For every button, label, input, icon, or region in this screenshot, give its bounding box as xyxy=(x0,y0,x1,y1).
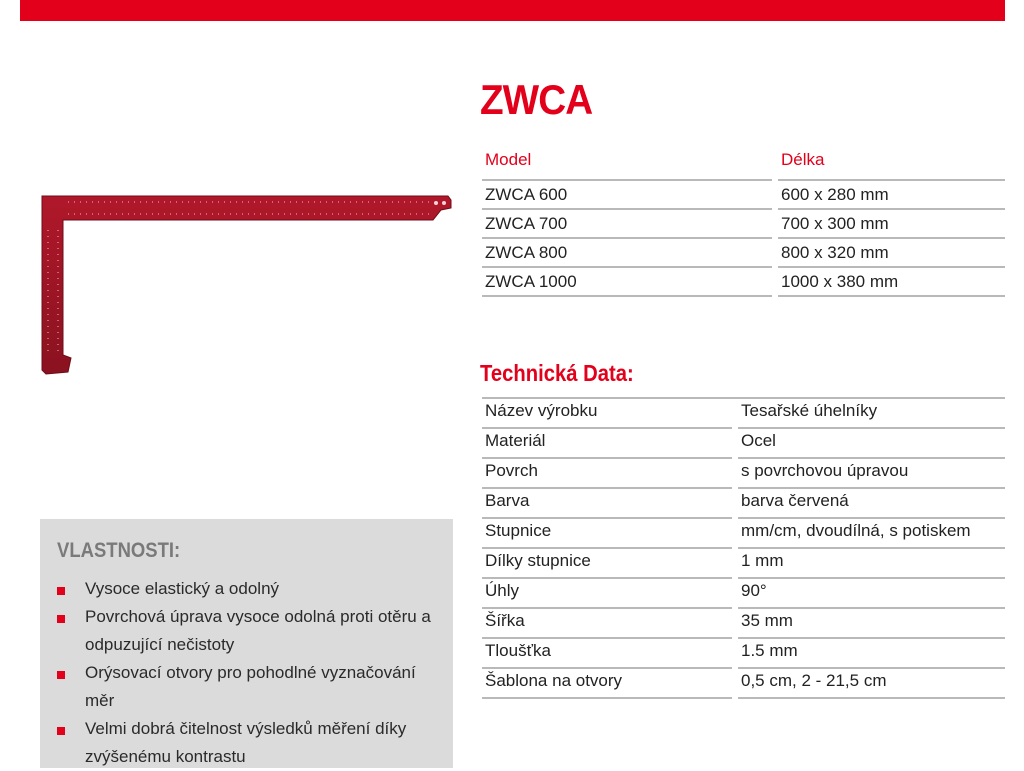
bullet-square-icon xyxy=(57,615,65,623)
property-cell: Barva xyxy=(482,489,732,519)
table-row xyxy=(482,399,1005,429)
length-cell: 700 x 300 mm xyxy=(778,210,1005,239)
value-cell: mm/cm, dvoudílná, s potiskem xyxy=(738,519,1005,549)
column-header-model: Model xyxy=(482,146,772,181)
value-cell: 90° xyxy=(738,579,1005,609)
table-row xyxy=(482,181,1005,210)
bullet-square-icon xyxy=(57,671,65,679)
list-item xyxy=(57,603,437,659)
table-row xyxy=(482,459,1005,489)
product-title: ZWCA xyxy=(480,76,593,123)
features-list xyxy=(57,575,437,771)
table-row xyxy=(482,210,1005,239)
table-row xyxy=(482,239,1005,268)
property-cell: Šablona na otvory xyxy=(482,669,732,699)
carpenter-square-image xyxy=(38,190,458,380)
feature-text: Orýsovací otvory pro pohodlné vyznačování měr xyxy=(85,663,416,710)
model-table xyxy=(482,146,1005,297)
property-cell: Materiál xyxy=(482,429,732,459)
table-row xyxy=(482,519,1005,549)
features-title: VLASTNOSTI: xyxy=(57,539,181,562)
length-cell: 1000 x 380 mm xyxy=(778,268,1005,297)
table-row xyxy=(482,549,1005,579)
value-cell: barva červená xyxy=(738,489,1005,519)
property-cell: Povrch xyxy=(482,459,732,489)
model-cell: ZWCA 600 xyxy=(482,181,772,210)
bullet-square-icon xyxy=(57,587,65,595)
property-cell: Stupnice xyxy=(482,519,732,549)
tech-data-title: Technická Data: xyxy=(480,360,634,386)
features-panel xyxy=(40,519,453,768)
length-cell: 600 x 280 mm xyxy=(778,181,1005,210)
value-cell: 1.5 mm xyxy=(738,639,1005,669)
model-cell: ZWCA 800 xyxy=(482,239,772,268)
table-row xyxy=(482,579,1005,609)
length-cell: 800 x 320 mm xyxy=(778,239,1005,268)
table-row xyxy=(482,609,1005,639)
table-row xyxy=(482,489,1005,519)
property-cell: Dílky stupnice xyxy=(482,549,732,579)
table-row xyxy=(482,639,1005,669)
property-cell: Název výrobku xyxy=(482,399,732,429)
model-table-header xyxy=(482,146,1005,181)
value-cell: 1 mm xyxy=(738,549,1005,579)
feature-text: Velmi dobrá čitelnost výsledků měření díky zvýšenému kontrastu xyxy=(85,719,407,766)
model-cell: ZWCA 700 xyxy=(482,210,772,239)
value-cell: Ocel xyxy=(738,429,1005,459)
table-row xyxy=(482,669,1005,699)
feature-text: Vysoce elastický a odolný xyxy=(85,579,280,598)
tech-data-table xyxy=(482,397,1005,699)
feature-text: Povrchová úprava vysoce odolná proti otěru a odpuzující nečistoty xyxy=(85,607,431,654)
value-cell: s povrchovou úpravou xyxy=(738,459,1005,489)
property-cell: Úhly xyxy=(482,579,732,609)
column-header-length: Délka xyxy=(778,146,1005,181)
value-cell: Tesařské úhelníky xyxy=(738,399,1005,429)
table-row xyxy=(482,429,1005,459)
property-cell: Šířka xyxy=(482,609,732,639)
header-bar xyxy=(20,0,1005,21)
list-item xyxy=(57,715,437,771)
property-cell: Tloušťka xyxy=(482,639,732,669)
model-cell: ZWCA 1000 xyxy=(482,268,772,297)
table-row xyxy=(482,268,1005,297)
list-item xyxy=(57,659,437,715)
value-cell: 0,5 cm, 2 - 21,5 cm xyxy=(738,669,1005,699)
bullet-square-icon xyxy=(57,727,65,735)
list-item xyxy=(57,575,437,603)
value-cell: 35 mm xyxy=(738,609,1005,639)
